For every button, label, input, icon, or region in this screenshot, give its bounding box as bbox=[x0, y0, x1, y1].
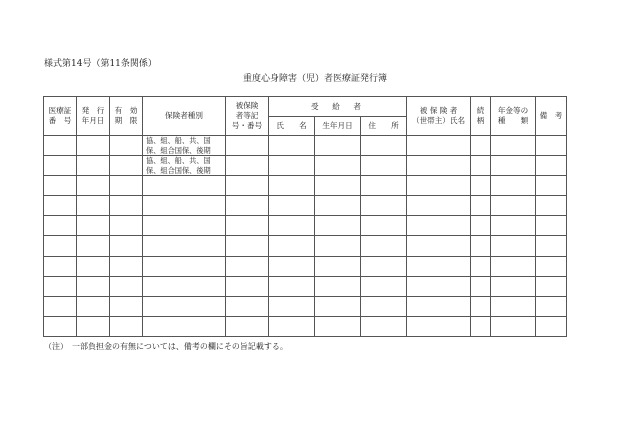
cell-insured-household-name[interactable] bbox=[407, 276, 471, 296]
insurer-options-line2: 保、組合国保、後期 bbox=[146, 165, 211, 175]
table-body bbox=[44, 136, 567, 337]
header-valid-period bbox=[110, 97, 143, 136]
cell-insurer-type[interactable] bbox=[143, 216, 226, 236]
cell-relationship[interactable] bbox=[471, 216, 491, 236]
cell-recipient-birth[interactable] bbox=[315, 176, 361, 196]
cell-insured-household-name[interactable] bbox=[407, 236, 471, 256]
cell-cert-number[interactable] bbox=[44, 136, 77, 156]
cell-insurer-type[interactable] bbox=[143, 316, 226, 336]
cell-recipient-name[interactable] bbox=[269, 236, 315, 256]
cell-remarks[interactable] bbox=[536, 136, 567, 156]
cell-valid-period[interactable] bbox=[110, 176, 143, 196]
cell-pension-type[interactable] bbox=[491, 156, 536, 176]
cell-recipient-address[interactable] bbox=[361, 136, 407, 156]
header-remarks: 備 考 bbox=[536, 97, 567, 136]
cell-valid-period[interactable] bbox=[110, 196, 143, 216]
cell-recipient-birth[interactable] bbox=[315, 196, 361, 216]
cell-cert-number[interactable] bbox=[44, 316, 77, 336]
header-cert-number bbox=[44, 97, 77, 136]
cell-recipient-address[interactable] bbox=[361, 296, 407, 316]
cell-cert-number[interactable] bbox=[44, 296, 77, 316]
cell-issue-date[interactable] bbox=[77, 156, 110, 176]
cell-remarks[interactable] bbox=[536, 276, 567, 296]
cell-recipient-birth[interactable] bbox=[315, 256, 361, 276]
header-issue-date-line1: 発 行 bbox=[81, 106, 105, 116]
cell-remarks[interactable] bbox=[536, 256, 567, 276]
form-label: 様式第14号（第11条関係） bbox=[44, 59, 157, 69]
cell-recipient-address[interactable] bbox=[361, 196, 407, 216]
cell-insurer-type[interactable] bbox=[143, 176, 226, 196]
cell-relationship[interactable] bbox=[471, 196, 491, 216]
cell-pension-type[interactable] bbox=[491, 176, 536, 196]
cell-recipient-address[interactable] bbox=[361, 236, 407, 256]
cell-pension-type[interactable] bbox=[491, 296, 536, 316]
cell-issue-date[interactable] bbox=[77, 136, 110, 156]
cell-pension-type[interactable] bbox=[491, 256, 536, 276]
cell-issue-date[interactable] bbox=[77, 196, 110, 216]
header-recipient-birth: 生年月日 bbox=[315, 117, 361, 136]
cell-insured-household-name[interactable] bbox=[407, 176, 471, 196]
cell-cert-number[interactable] bbox=[44, 276, 77, 296]
header-cert-number-line1: 医療証 bbox=[48, 106, 72, 116]
cell-cert-number[interactable] bbox=[44, 256, 77, 276]
cell-valid-period[interactable] bbox=[110, 276, 143, 296]
cell-issue-date[interactable] bbox=[77, 256, 110, 276]
header-recipient-name: 氏 名 bbox=[269, 117, 315, 136]
cell-insured-card-code[interactable] bbox=[226, 296, 269, 316]
cell-cert-number[interactable] bbox=[44, 196, 77, 216]
table-row bbox=[44, 136, 567, 156]
cell-insurer-type bbox=[143, 156, 226, 176]
cell-insured-household-name[interactable] bbox=[407, 256, 471, 276]
cell-remarks[interactable] bbox=[536, 156, 567, 176]
cell-insurer-type[interactable] bbox=[143, 196, 226, 216]
cell-insured-household-name[interactable] bbox=[407, 136, 471, 156]
document-title: 重度心身障害（児）者医療証発行簿 bbox=[242, 74, 387, 84]
cell-recipient-address[interactable] bbox=[361, 316, 407, 336]
cell-insurer-type[interactable] bbox=[143, 296, 226, 316]
table-row bbox=[44, 316, 567, 336]
cell-insured-household-name[interactable] bbox=[407, 156, 471, 176]
cell-remarks[interactable] bbox=[536, 216, 567, 236]
cell-valid-period[interactable] bbox=[110, 256, 143, 276]
cell-insured-card-code[interactable] bbox=[226, 196, 269, 216]
header-insured-card-code bbox=[226, 97, 269, 136]
header-recipient-address: 住 所 bbox=[361, 117, 407, 136]
header-issue-date-line2: 年月日 bbox=[81, 116, 105, 125]
cell-recipient-name[interactable] bbox=[269, 196, 315, 216]
cell-recipient-address[interactable] bbox=[361, 216, 407, 236]
cell-relationship[interactable] bbox=[471, 316, 491, 336]
cell-recipient-address[interactable] bbox=[361, 176, 407, 196]
header-insured-household-name-line1: 被 保 険 者 bbox=[419, 106, 458, 116]
cell-recipient-birth[interactable] bbox=[315, 276, 361, 296]
cell-remarks[interactable] bbox=[536, 176, 567, 196]
insurer-options-line2: 保、組合国保、後期 bbox=[146, 145, 211, 155]
table-row bbox=[44, 196, 567, 216]
header-pension-type-line2: 種 類 bbox=[497, 116, 529, 125]
cell-cert-number[interactable] bbox=[44, 236, 77, 256]
cell-insured-household-name[interactable] bbox=[407, 196, 471, 216]
cell-recipient-name[interactable] bbox=[269, 296, 315, 316]
table-row bbox=[44, 156, 567, 176]
cell-recipient-name[interactable] bbox=[269, 216, 315, 236]
header-issue-date bbox=[77, 97, 110, 136]
cell-recipient-address[interactable] bbox=[361, 256, 407, 276]
header-valid-period-line2: 期 限 bbox=[114, 116, 138, 125]
cell-recipient-name[interactable] bbox=[269, 256, 315, 276]
header-insured-household-name bbox=[407, 97, 471, 136]
cell-recipient-name[interactable] bbox=[269, 276, 315, 296]
cell-recipient-birth[interactable] bbox=[315, 236, 361, 256]
cell-remarks[interactable] bbox=[536, 236, 567, 256]
cell-insured-household-name[interactable] bbox=[407, 296, 471, 316]
header-relationship-line2: 柄 bbox=[476, 116, 485, 125]
table-row bbox=[44, 276, 567, 296]
cell-relationship[interactable] bbox=[471, 156, 491, 176]
cell-recipient-name[interactable] bbox=[269, 316, 315, 336]
cell-insurer-type bbox=[143, 136, 226, 156]
cell-issue-date[interactable] bbox=[77, 216, 110, 236]
cell-relationship[interactable] bbox=[471, 256, 491, 276]
cell-valid-period[interactable] bbox=[110, 316, 143, 336]
cell-insured-card-code[interactable] bbox=[226, 136, 269, 156]
cell-valid-period[interactable] bbox=[110, 236, 143, 256]
header-recipient: 受 給 者 bbox=[269, 97, 407, 117]
header-pension-type-line1: 年金等の bbox=[497, 106, 529, 116]
header-valid-period-line1: 有 効 bbox=[114, 106, 138, 116]
table-row bbox=[44, 216, 567, 236]
cell-recipient-birth[interactable] bbox=[315, 296, 361, 316]
cell-pension-type[interactable] bbox=[491, 216, 536, 236]
cell-insured-card-code[interactable] bbox=[226, 236, 269, 256]
header-relationship bbox=[471, 97, 491, 136]
cell-remarks[interactable] bbox=[536, 296, 567, 316]
cell-issue-date[interactable] bbox=[77, 296, 110, 316]
cell-pension-type[interactable] bbox=[491, 136, 536, 156]
header-insured-card-code-line1: 被保険 bbox=[235, 101, 259, 111]
cell-recipient-birth[interactable] bbox=[315, 136, 361, 156]
cell-insurer-type[interactable] bbox=[143, 276, 226, 296]
insurer-options-line1: 協、組、船、共、国 bbox=[146, 136, 211, 146]
header-insured-household-name-line2: （世帯主）氏名 bbox=[411, 116, 466, 125]
cell-insured-card-code[interactable] bbox=[226, 276, 269, 296]
table-row bbox=[44, 236, 567, 256]
header-insured-card-code-line2: 者等記 bbox=[235, 111, 259, 121]
cell-recipient-birth[interactable] bbox=[315, 156, 361, 176]
table-row bbox=[44, 176, 567, 196]
cell-relationship[interactable] bbox=[471, 296, 491, 316]
cell-insured-card-code[interactable] bbox=[226, 216, 269, 236]
cell-insured-household-name[interactable] bbox=[407, 316, 471, 336]
cell-remarks[interactable] bbox=[536, 196, 567, 216]
cell-relationship[interactable] bbox=[471, 236, 491, 256]
cell-recipient-address[interactable] bbox=[361, 276, 407, 296]
header-insured-card-code-line3: 号・番号 bbox=[231, 120, 263, 130]
cell-issue-date[interactable] bbox=[77, 276, 110, 296]
cell-pension-type[interactable] bbox=[491, 236, 536, 256]
cell-recipient-address[interactable] bbox=[361, 156, 407, 176]
cell-relationship[interactable] bbox=[471, 136, 491, 156]
cell-recipient-name[interactable] bbox=[269, 176, 315, 196]
cell-valid-period[interactable] bbox=[110, 136, 143, 156]
header-cert-number-line2: 番 号 bbox=[48, 116, 72, 125]
cell-valid-period[interactable] bbox=[110, 296, 143, 316]
cell-insured-card-code[interactable] bbox=[226, 176, 269, 196]
cell-insured-household-name[interactable] bbox=[407, 216, 471, 236]
cell-recipient-name[interactable] bbox=[269, 136, 315, 156]
cell-issue-date[interactable] bbox=[77, 176, 110, 196]
table-row bbox=[44, 256, 567, 276]
cell-recipient-name[interactable] bbox=[269, 156, 315, 176]
cell-issue-date[interactable] bbox=[77, 236, 110, 256]
cell-relationship[interactable] bbox=[471, 276, 491, 296]
cell-relationship[interactable] bbox=[471, 176, 491, 196]
issuance-register-table bbox=[43, 96, 567, 337]
insurer-options-line1: 協、組、船、共、国 bbox=[146, 156, 211, 166]
cell-pension-type[interactable] bbox=[491, 196, 536, 216]
cell-pension-type[interactable] bbox=[491, 316, 536, 336]
cell-insured-card-code[interactable] bbox=[226, 156, 269, 176]
cell-insured-card-code[interactable] bbox=[226, 316, 269, 336]
table-row bbox=[44, 296, 567, 316]
cell-insured-card-code[interactable] bbox=[226, 256, 269, 276]
header-pension-type bbox=[491, 97, 536, 136]
cell-recipient-birth[interactable] bbox=[315, 216, 361, 236]
cell-cert-number[interactable] bbox=[44, 156, 77, 176]
cell-recipient-birth[interactable] bbox=[315, 316, 361, 336]
cell-cert-number[interactable] bbox=[44, 216, 77, 236]
header-insurer-type: 保険者種別 bbox=[143, 97, 226, 136]
cell-insurer-type[interactable] bbox=[143, 256, 226, 276]
cell-issue-date[interactable] bbox=[77, 316, 110, 336]
cell-valid-period[interactable] bbox=[110, 216, 143, 236]
cell-cert-number[interactable] bbox=[44, 176, 77, 196]
table-header bbox=[44, 97, 567, 136]
cell-pension-type[interactable] bbox=[491, 276, 536, 296]
cell-insurer-type[interactable] bbox=[143, 236, 226, 256]
header-relationship-line1: 続 bbox=[476, 106, 485, 116]
footnote: （注） 一部負担金の有無については、備考の欄にその旨記載する。 bbox=[44, 342, 288, 351]
cell-valid-period[interactable] bbox=[110, 156, 143, 176]
cell-remarks[interactable] bbox=[536, 316, 567, 336]
